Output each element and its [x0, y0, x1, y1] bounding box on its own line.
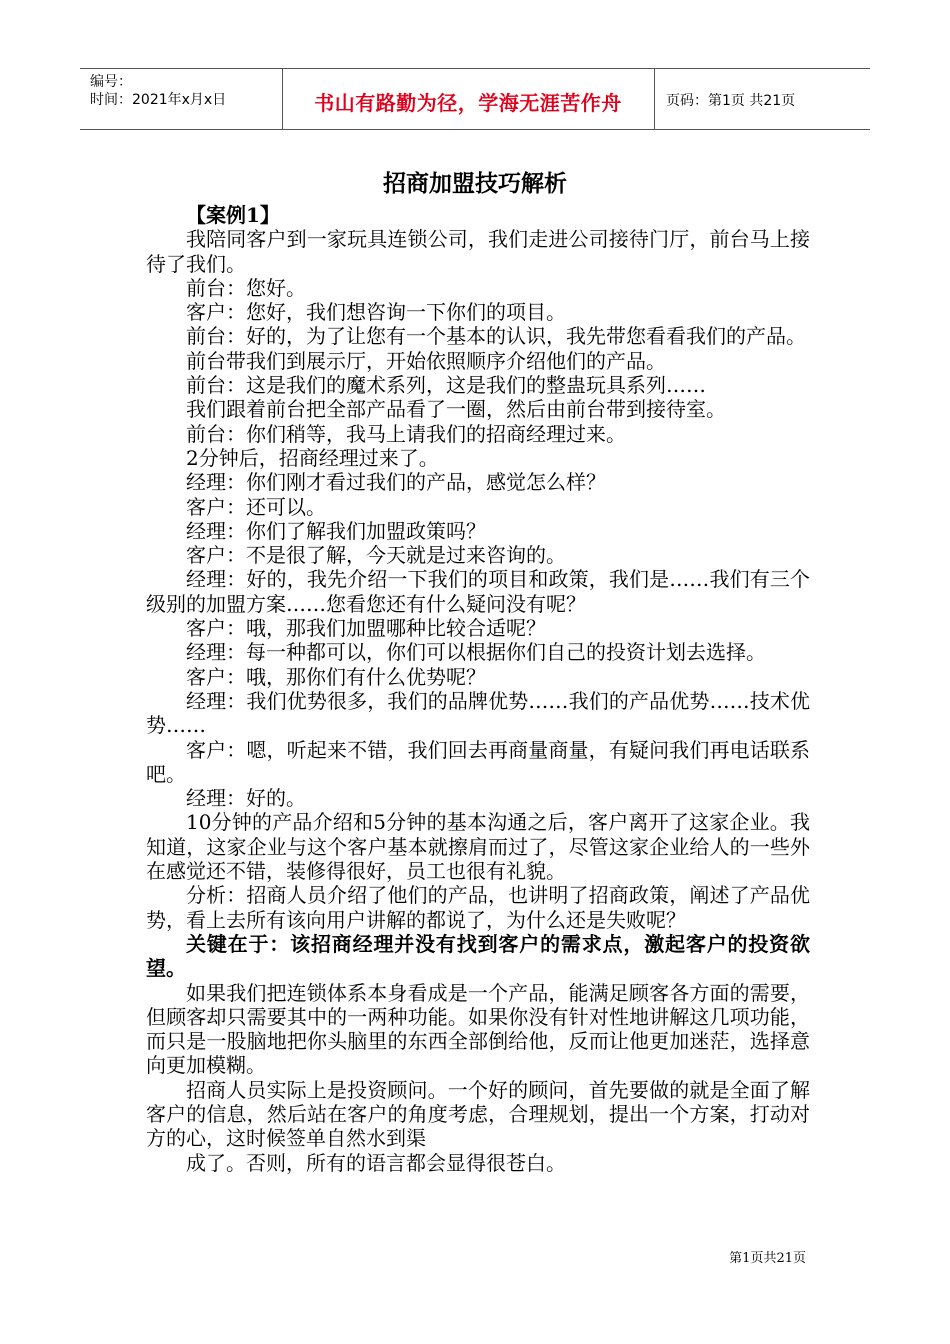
body-paragraph: 前台：这是我们的魔术系列，这是我们的整蛊玩具系列…… [186, 373, 706, 398]
body-paragraph: 经理：你们刚才看过我们的产品，感觉怎么样？ [186, 470, 606, 495]
body-paragraph: 客户：不是很了解，今天就是过来咨询的。 [186, 543, 566, 568]
header-meta-cell [80, 69, 283, 129]
body-paragraph: 客户：您好，我们想咨询一下你们的项目。 [186, 300, 566, 325]
body-paragraph: 经理：好的。 [186, 786, 306, 811]
document-number-label: 编号： [90, 74, 132, 90]
body-paragraph: 前台：你们稍等，我马上请我们的招商经理过来。 [186, 421, 626, 446]
body-paragraph: 前台：您好。 [186, 275, 306, 300]
body-paragraph: 分析：招商人员介绍了他们的产品，也讲明了招商政策，阐述了产品优势，看上去所有该向用户讲解的都说了，为什么还是失败呢？ [146, 883, 810, 932]
body-paragraph: 招商人员实际上是投资顾问。一个好的顾问，首先要做的就是全面了解客户的信息，然后站在客户的角度考虑，合理规划，提出一个方案，打动对方的心，这时候签单自然水到渠 [146, 1077, 810, 1151]
body-paragraph: 经理：好的，我先介绍一下我们的项目和政策，我们是……我们有三个级别的加盟方案……您看您还有什么疑问没有呢？ [146, 567, 810, 616]
header-page-info: 页码：第1页 共21页 [666, 93, 796, 109]
body-paragraph: 客户：嗯，听起来不错，我们回去再商量商量，有疑问我们再电话联系吧。 [146, 737, 810, 786]
body-paragraph: 我们跟着前台把全部产品看了一圈，然后由前台带到接待室。 [186, 397, 726, 422]
body-paragraph: 客户：还可以。 [186, 494, 326, 519]
body-paragraph: 10分钟的产品介绍和5分钟的基本沟通之后，客户离开了这家企业。我知道，这家企业与这个客户基本就擦肩而过了，尽管这家企业给人的一些外在感觉还不错，装修得很好，员工也很有礼貌。 [146, 810, 810, 884]
body-paragraph: 成了。否则，所有的语言都会显得很苍白。 [186, 1150, 566, 1175]
body-paragraph: 我陪同客户到一家玩具连锁公司，我们走进公司接待门厅，前台马上接待了我们。 [146, 227, 810, 276]
header-motto: 书山有路勤为径，学海无涯苦作舟 [314, 91, 622, 115]
document-body [146, 203, 810, 1175]
page-header [80, 68, 870, 130]
body-paragraph: 客户：哦，那我们加盟哪种比较合适呢？ [186, 616, 546, 641]
body-paragraph: 如果我们把连锁体系本身看成是一个产品，能满足顾客各方面的需要，但顾客却只需要其中的一两种功能。如果你没有针对性地讲解这几项功能，而只是一股脑地把你头脑里的东西全部倒给他，反而让他更加迷茫，选择意向更加模糊。 [146, 980, 810, 1078]
document-time-label: 时间：2021年x月x日 [90, 92, 227, 108]
body-paragraph: 2分钟后，招商经理过来了。 [186, 445, 439, 470]
body-paragraph: 经理：你们了解我们加盟政策吗？ [186, 518, 486, 543]
key-point-paragraph: 关键在于：该招商经理并没有找到客户的需求点，激起客户的投资欲望。 [146, 931, 810, 981]
header-page-cell [654, 69, 870, 129]
body-paragraph: 客户：哦，那你们有什么优势呢？ [186, 664, 486, 689]
header-motto-cell [282, 69, 655, 129]
document-title: 招商加盟技巧解析 [383, 170, 567, 197]
case-heading: 【案例1】 [186, 203, 280, 227]
page-footer: 第1页共21页 [729, 1251, 806, 1266]
body-paragraph: 经理：每一种都可以，你们可以根据你们自己的投资计划去选择。 [186, 640, 766, 665]
body-paragraph: 经理：我们优势很多，我们的品牌优势……我们的产品优势……技术优势…… [146, 688, 810, 738]
body-paragraph: 前台：好的，为了让您有一个基本的认识，我先带您看看我们的产品。 [186, 324, 806, 349]
body-paragraph: 前台带我们到展示厅，开始依照顺序介绍他们的产品。 [186, 348, 666, 373]
